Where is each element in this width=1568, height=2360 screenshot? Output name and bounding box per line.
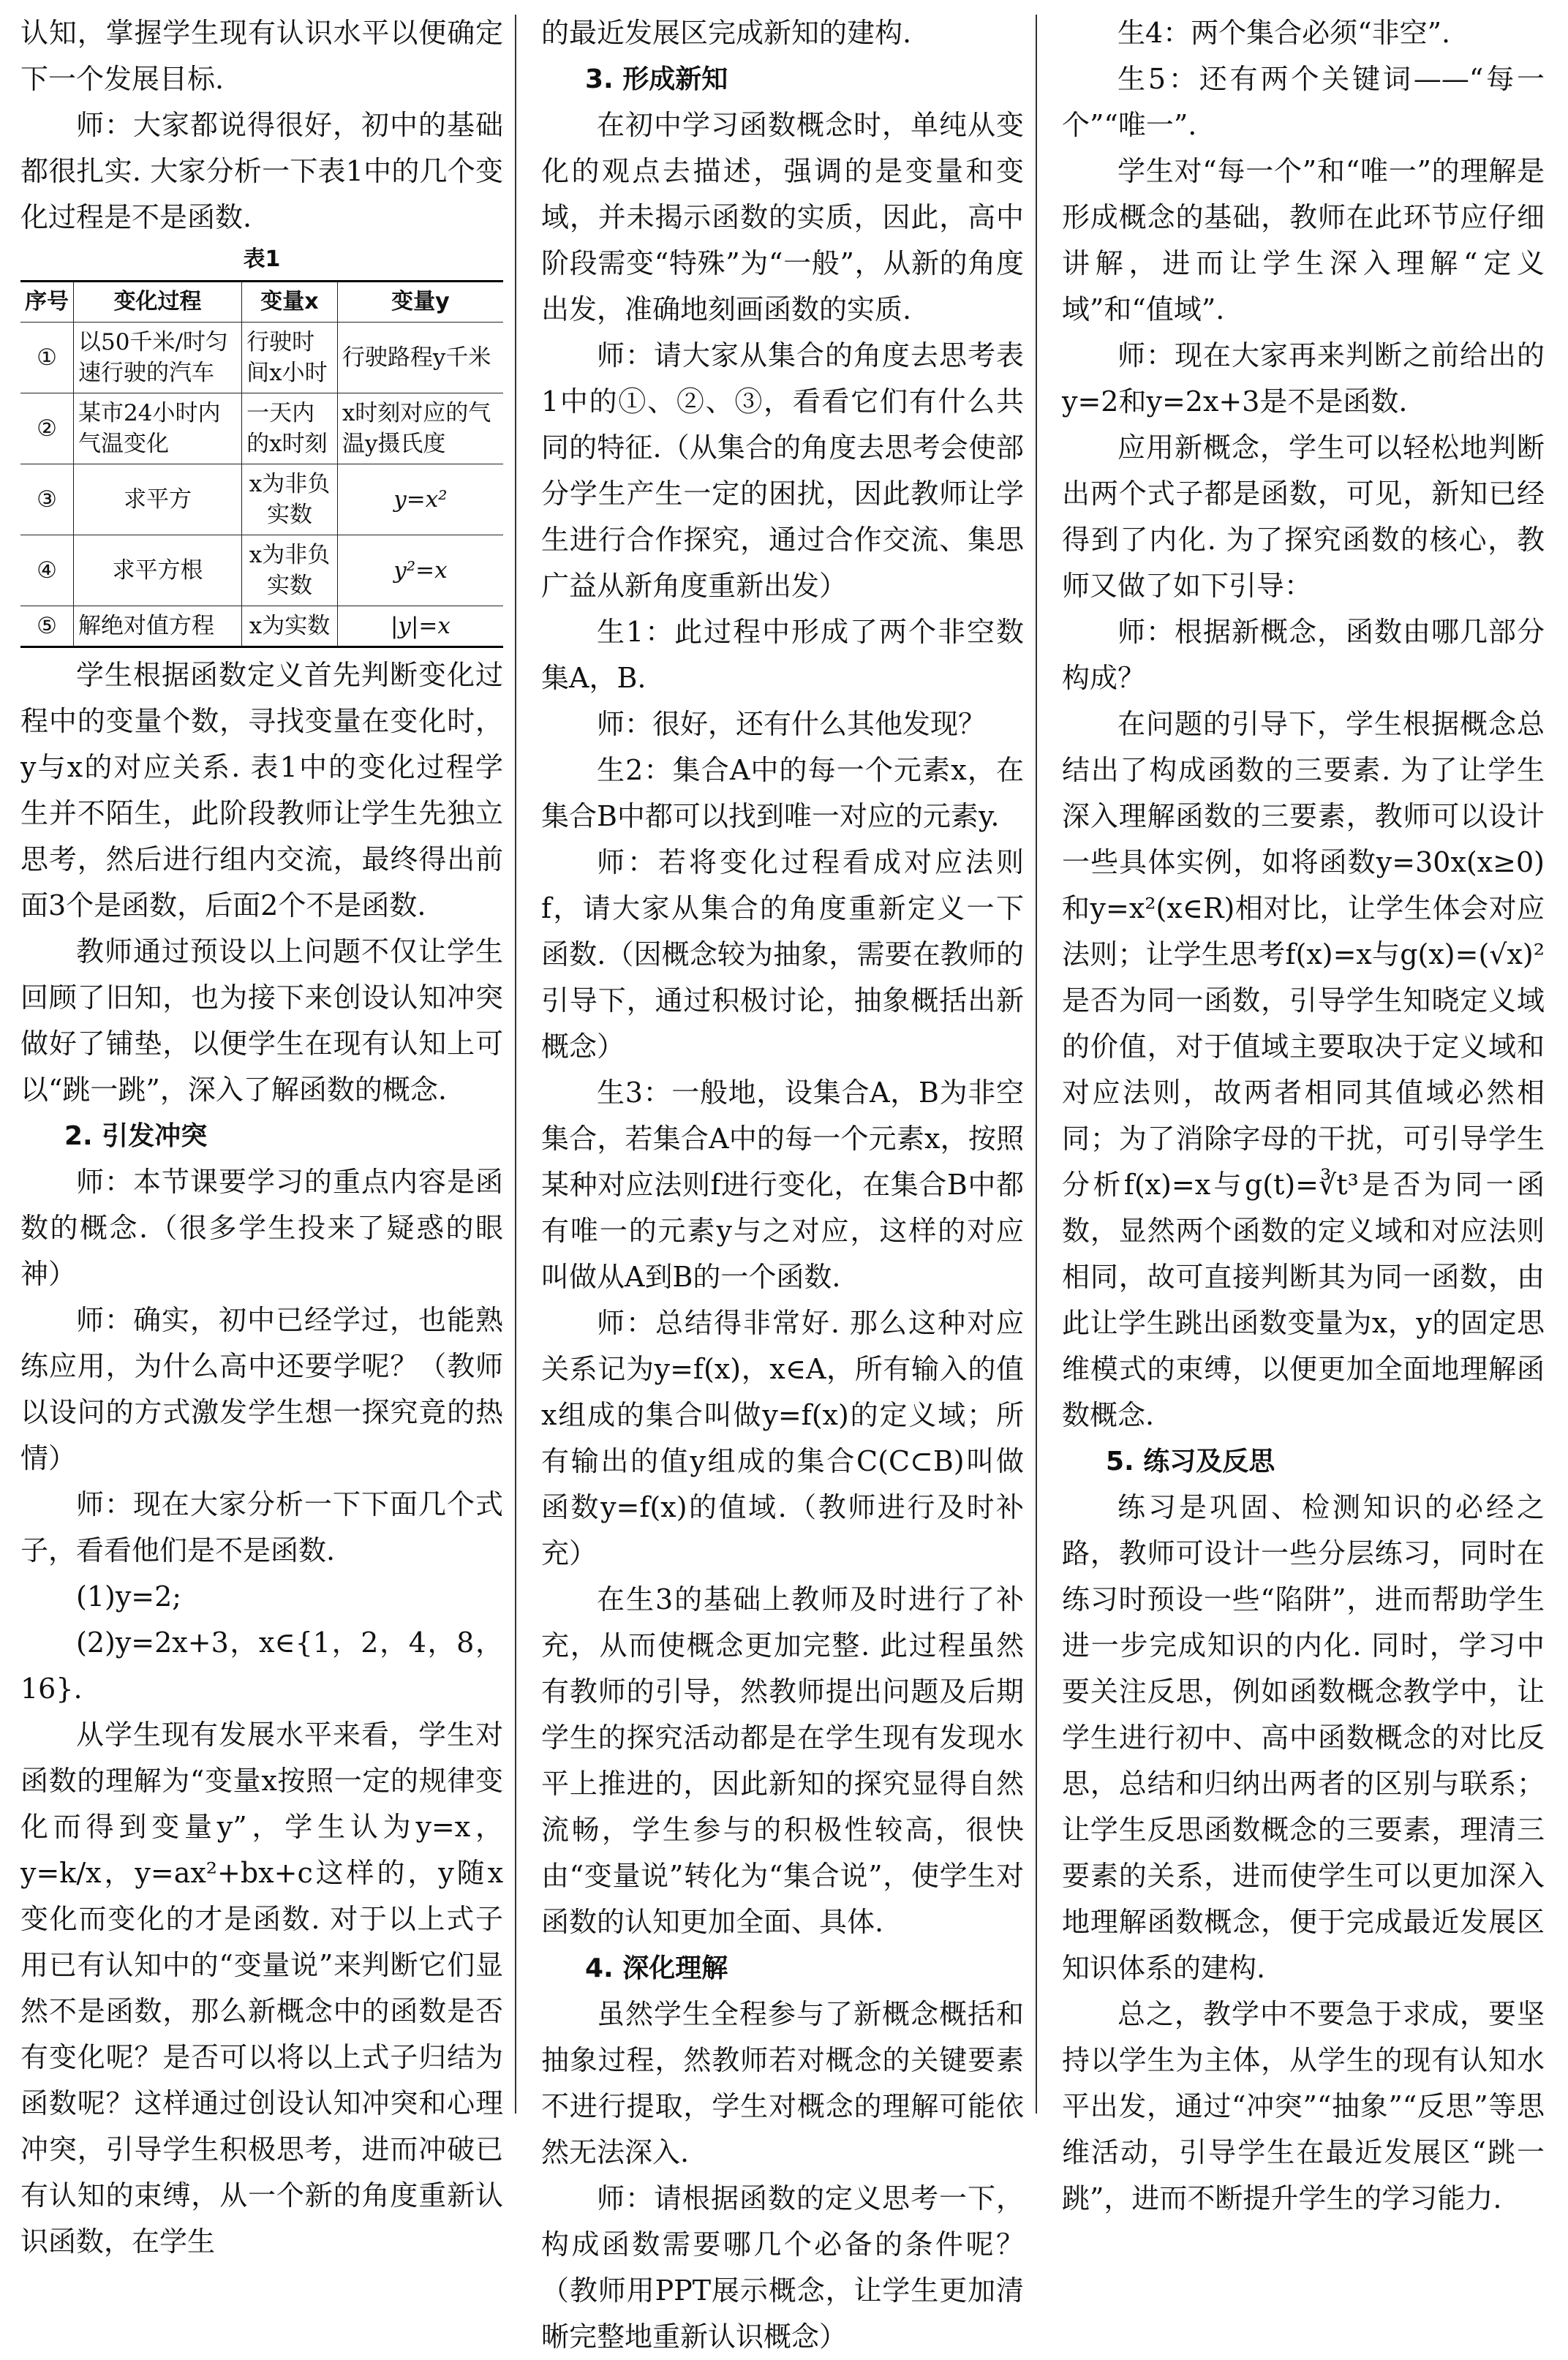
table-row	[20, 464, 503, 535]
table-cell: ③	[20, 464, 74, 535]
column-divider	[515, 15, 516, 2114]
table-cell: 以50千米/时匀速行驶的汽车	[74, 323, 242, 393]
paragraph: 师：本节课要学习的重点内容是函数的概念.（很多学生投来了疑惑的眼神）	[20, 1166, 503, 1290]
paragraph: 在问题的引导下，学生根据概念总结出了构成函数的三要素. 为了让学生深入理解函数的三要素，教师可以设计一些具体实例，如将函数y=30x(x≥0)和y=x²(x∈R)相对比，让学生体会对应法则；让学生思考f(x)=x与g(x)=(√x)²是否为同一函数，引导学生知晓定义域的价值，对于值域主要取决于定义域和对应法则，故两者相同其值域必然相同；为了消除字母的干扰，可引导学生分析f(x)=x与g(t)=∛t³是否为同一函数，显然两个函数的定义域和对应法则相同，故可直接判断其为同一函数，由此让学生跳出函数变量为x，y的固定思维模式的束缚，以便更加全面地理解函数概念.	[1062, 708, 1545, 1431]
paragraph: 认知，掌握学生现有认识水平以便确定下一个发展目标.	[20, 17, 503, 95]
table-cell: 一天内的x时刻	[242, 393, 338, 464]
table-cell: x为非负实数	[242, 535, 338, 606]
paragraph: 师：请大家从集合的角度去思考表1中的①、②、③，看看它们有什么共同的特征.（从集合的角度去思考会使部分学生产生一定的困扰，因此教师让学生进行合作探究，通过合作交流、集思广益从新角度重新出发）	[541, 339, 1024, 602]
table-header: 序号	[20, 282, 74, 323]
paragraph: 教师通过预设以上问题不仅让学生回顾了旧知，也为接下来创设认知冲突做好了铺垫，以便学生在现有认知上可以“跳一跳”，深入了解函数的概念.	[20, 935, 503, 1106]
paragraph: 师：请根据函数的定义思考一下，构成函数需要哪几个必备的条件呢？（教师用PPT展示概念，让学生更加清晰完整地重新认识概念）	[541, 2182, 1024, 2353]
function-table	[20, 280, 503, 648]
paragraph: 生3：一般地，设集合A，B为非空集合，若集合A中的每一个元素x，按照某种对应法则f进行变化，在集合B中都有唯一的元素y与之对应，这样的对应叫做从A到B的一个函数.	[541, 1077, 1024, 1293]
equation: (2)y=2x+3，x∈{1，2，4，8，16}.	[20, 1626, 503, 1705]
paragraph: 的最近发展区完成新知的建构.	[541, 17, 912, 49]
paragraph: 师：很好，还有什么其他发现？	[597, 708, 987, 740]
table-cell: ⑤	[20, 606, 74, 647]
paragraph: 虽然学生全程参与了新概念概括和抽象过程，然教师若对概念的关键要素不进行提取，学生对概念的理解可能依然无法深入.	[541, 1998, 1024, 2168]
paragraph: 练习是巩固、检测知识的必经之路，教师可设计一些分层练习，同时在练习时预设一些“陷阱”，进而帮助学生进一步完成知识的内化. 同时，学习中要关注反思，例如函数概念教学中，让学生进行初中、高中函数概念的对比反思，总结和归纳出两者的区别与联系；让学生反思函数概念的三要素，理清三要素的关系，进而使学生可以更加深入地理解函数概念，便于完成最近发展区知识体系的建构.	[1062, 1491, 1545, 1984]
table-cell: 求平方	[74, 464, 242, 535]
paragraph: 师：现在大家再来判断之前给出的y=2和y=2x+3是不是函数.	[1062, 339, 1545, 418]
paragraph: 应用新概念，学生可以轻松地判断出两个式子都是函数，可见，新知已经得到了内化. 为了探究函数的核心，教师又做了如下引导：	[1062, 431, 1545, 602]
paragraph: 生2：集合A中的每一个元素x，在集合B中都可以找到唯一对应的元素y.	[541, 754, 1024, 832]
table-row	[20, 535, 503, 606]
table-cell: y=x²	[337, 464, 503, 535]
paragraph: 师：总结得非常好. 那么这种对应关系记为y=f(x)，x∈A，所有输入的值x组成的集合叫做y=f(x)的定义域；所有输出的值y组成的集合C(C⊂B)叫做函数y=f(x)的值域.（教师进行及时补充）	[541, 1307, 1024, 1569]
section-heading: 5. 练习及反思	[1106, 1447, 1275, 1477]
paragraph: 学生对“每一个”和“唯一”的理解是形成概念的基础，教师在此环节应仔细讲解，进而让学生深入理解“定义域”和“值域”.	[1062, 155, 1545, 325]
column-3	[1062, 10, 1545, 2222]
table-cell: |y|=x	[337, 606, 503, 647]
table-cell: ②	[20, 393, 74, 464]
paragraph: 师：根据新概念，函数由哪几部分构成？	[1062, 616, 1545, 694]
paragraph: 生4：两个集合必须“非空”.	[1117, 17, 1451, 49]
table-cell: x为实数	[242, 606, 338, 647]
table-cell: x时刻对应的气温y摄氏度	[337, 393, 503, 464]
paragraph: 在初中学习函数概念时，单纯从变化的观点去描述，强调的是变量和变域，并未揭示函数的实质，因此，高中阶段需变“特殊”为“一般”，从新的角度出发，准确地刻画函数的实质.	[541, 109, 1024, 325]
paragraph: 生1：此过程中形成了两个非空数集A，B.	[541, 616, 1024, 694]
table-cell: y²=x	[337, 535, 503, 606]
table-cell: 解绝对值方程	[74, 606, 242, 647]
table-header: 变量x	[242, 282, 338, 323]
paragraph: 在生3的基础上教师及时进行了补充，从而使概念更加完整. 此过程虽然有教师的引导，然教师提出问题及后期学生的探究活动都是在学生现有发现水平上推进的，因此新知的探究显得自然流畅，学生参与的积极性较高，很快由“变量说”转化为“集合说”，使学生对函数的认知更加全面、具体.	[541, 1583, 1024, 1938]
table-cell: ④	[20, 535, 74, 606]
paragraph: 从学生现有发展水平来看，学生对函数的理解为“变量x按照一定的规律变化而得到变量y”，学生认为y=x，y=k/x，y=ax²+bx+c这样的，y随x变化而变化的才是函数. 对于以上式子用已有认知中的“变量说”来判断它们显然不是函数，那么新概念中的函数是否有变化呢？是否可以将以上式子归结为函数呢？这样通过创设认知冲突和心理冲突，引导学生积极思考，进而冲破已有认知的束缚，从一个新的角度重新认识函数，在学生	[20, 1719, 503, 2258]
paragraph: 生5：还有两个关键词——“每一个”“唯一”.	[1062, 63, 1545, 141]
paragraph: 总之，教学中不要急于求成，要坚持以学生为主体，从学生的现有认知水平出发，通过“冲突”“抽象”“反思”等思维活动，引导学生在最近发展区“跳一跳”，进而不断提升学生的学习能力.	[1062, 1998, 1545, 2214]
equation: (1)y=2;	[76, 1580, 182, 1613]
table-title: 表1	[243, 246, 281, 272]
table-row	[20, 393, 503, 464]
table-row	[20, 323, 503, 393]
paragraph: 师：若将变化过程看成对应法则f，请大家从集合的角度重新定义一下函数.（因概念较为抽象，需要在教师的引导下，通过积极讨论，抽象概括出新概念）	[541, 846, 1024, 1063]
column-divider	[1036, 15, 1037, 2114]
table-cell: 行驶路程y千米	[337, 323, 503, 393]
section-heading: 3. 形成新知	[585, 64, 728, 94]
table-cell: x为非负实数	[242, 464, 338, 535]
column-1	[20, 10, 503, 2265]
paragraph: 师：大家都说得很好，初中的基础都很扎实. 大家分析一下表1中的几个变化过程是不是函数.	[20, 109, 503, 233]
table-cell: ①	[20, 323, 74, 393]
table-cell: 某市24小时内气温变化	[74, 393, 242, 464]
column-2	[541, 10, 1024, 2360]
paragraph: 学生根据函数定义首先判断变化过程中的变量个数，寻找变量在变化时，y与x的对应关系. 表1中的变化过程学生并不陌生，此阶段教师让学生先独立思考，然后进行组内交流，最终得出前面3个是函数，后面2个不是函数.	[20, 659, 503, 921]
paragraph: 师：确实，初中已经学过，也能熟练应用，为什么高中还要学呢？（教师以设问的方式激发学生想一探究竟的热情）	[20, 1304, 503, 1474]
table-header: 变量y	[337, 282, 503, 323]
paragraph: 师：现在大家分析一下下面几个式子，看看他们是不是函数.	[20, 1488, 503, 1567]
table-cell: 行驶时间x小时	[242, 323, 338, 393]
table-row	[20, 606, 503, 647]
table-header: 变化过程	[74, 282, 242, 323]
section-heading: 4. 深化理解	[585, 1953, 728, 1983]
section-heading: 2. 引发冲突	[64, 1121, 208, 1151]
table-cell: 求平方根	[74, 535, 242, 606]
table-header-row	[20, 282, 503, 323]
